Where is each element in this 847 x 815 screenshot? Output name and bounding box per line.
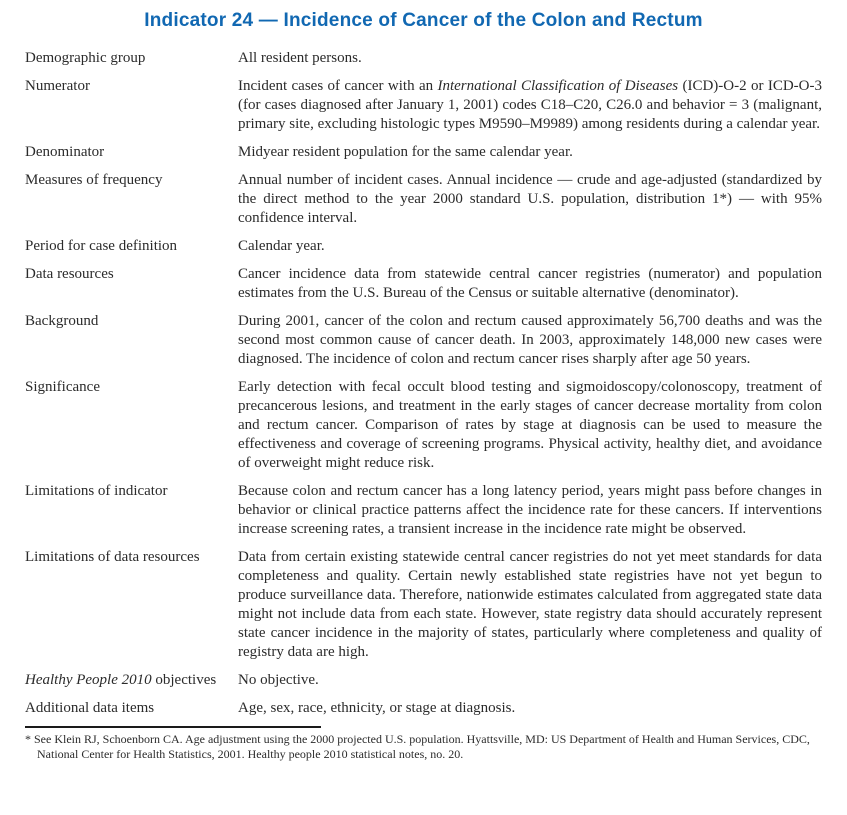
text-segment: Age, sex, race, ethnicity, or stage at diagnosis. (238, 700, 516, 716)
indicator-row (25, 143, 822, 162)
text-segment: Denominator (25, 144, 105, 160)
text-segment: Background (25, 313, 99, 329)
text-segment: Measures of frequency (25, 172, 163, 188)
text-segment: During 2001, cancer of the colon and rectum caused approximately 56,700 deaths and was the second most common cause of cancer death. In 2003, approximately 148,000 new cases were diagnosed. The incidence of colon and rectum cancer rises sharply after age 50 years. (238, 313, 822, 367)
row-label (25, 378, 238, 473)
indicator-row (25, 171, 822, 228)
row-label (25, 312, 238, 369)
indicator-row (25, 671, 822, 690)
text-segment: Annual number of incident cases. Annual incidence — crude and age-adjusted (standardized by the direct method to the year 2000 standard U.S. population, distribution 1*) — with 95% confidence interval. (238, 172, 822, 226)
row-content (238, 548, 822, 662)
row-content (238, 143, 822, 162)
text-segment: Additional data items (25, 700, 155, 716)
text-segment: Limitations of data resources (25, 549, 200, 565)
row-content (238, 699, 822, 718)
row-content (238, 77, 822, 134)
row-label (25, 548, 238, 662)
row-label (25, 237, 238, 256)
indicator-row (25, 548, 822, 662)
text-segment: Numerator (25, 78, 90, 94)
row-label (25, 143, 238, 162)
row-label (25, 699, 238, 718)
row-content (238, 378, 822, 473)
row-content (238, 265, 822, 303)
footnote (25, 732, 822, 762)
text-segment: Midyear resident population for the same calendar year. (238, 144, 573, 160)
text-segment: Early detection with fecal occult blood testing and sigmoidoscopy/colonoscopy, treatment of precancerous lesions, and treatment in the early stages of cancer decrease mortality from colon and rectum cancer. Comparison of rates by stage at diagnosis can be used to measure the effectiveness and coverage of screening programs. Physical activity, healthy diet, and avoidance of overweight might reduce risk. (238, 379, 822, 471)
text-segment: Period for case definition (25, 238, 178, 254)
text-segment: Demographic group (25, 50, 146, 66)
text-segment: No objective. (238, 672, 319, 688)
text-segment: objectives (151, 672, 217, 688)
row-content (238, 171, 822, 228)
text-segment: Significance (25, 379, 100, 395)
indicator-row (25, 378, 822, 473)
text-segment: Healthy People 2010 (25, 672, 152, 688)
row-content (238, 482, 822, 539)
indicator-row (25, 699, 822, 718)
indicator-table (25, 49, 822, 718)
text-segment: (ICD)-O-2 or ICD-O-3 (for cases diagnosed after January 1, 2001) codes C18–C20, C26.0 and behavior = 3 (malignant, primary site, excluding histologic types M9590–M9989) among residents during a calendar year. (238, 78, 823, 132)
indicator-row (25, 77, 822, 134)
row-label (25, 49, 238, 68)
text-segment: Cancer incidence data from statewide central cancer registries (numerator) and population estimates from the U.S. Bureau of the Census or suitable alternative (denominator). (238, 266, 822, 301)
text-segment: Incident cases of cancer with an (238, 78, 438, 94)
text-segment: Calendar year. (238, 238, 325, 254)
text-segment: Data resources (25, 266, 114, 282)
footnote-text: See Klein RJ, Schoenborn CA. Age adjustment using the 2000 projected U.S. population. Hyattsville, MD: US Department of Health and Human Services, CDC, National Center for Health Statistics, 2001. Healthy people 2010 statistical notes, no. 20. (34, 732, 810, 761)
text-segment: All resident persons. (238, 50, 362, 66)
indicator-row (25, 237, 822, 256)
row-label (25, 171, 238, 228)
text-segment: Because colon and rectum cancer has a long latency period, years might pass before changes in behavior or clinical practice patterns affect the incidence rate for these cancers. If interventions increase screening rates, a transient increase in the incidence rate might be observed. (238, 483, 822, 537)
row-label (25, 265, 238, 303)
page-title: Indicator 24 — Incidence of Cancer of the Colon and Rectum (144, 10, 703, 31)
row-content (238, 312, 822, 369)
row-label (25, 482, 238, 539)
text-segment: Data from certain existing statewide central cancer registries do not yet meet standards for data completeness and quality. Certain newly established state registries have not yet begun to produce surveillance data. Therefore, nationwide estimates calculated from aggregated state data might not include data from each state. However, state registry data should accurately represent state cancer incidence in the majority of states, particularly where completeness and quality of registry data are high. (238, 549, 822, 660)
text-segment: Limitations of indicator (25, 483, 168, 499)
indicator-row (25, 482, 822, 539)
row-content (238, 671, 822, 690)
footnote-marker: * (25, 732, 31, 746)
row-label (25, 671, 238, 690)
row-content (238, 49, 822, 68)
indicator-row (25, 265, 822, 303)
indicator-row (25, 49, 822, 68)
indicator-row (25, 312, 822, 369)
row-content (238, 237, 822, 256)
row-label (25, 77, 238, 134)
footnote-divider (25, 726, 321, 728)
text-segment: International Classification of Diseases (437, 78, 679, 94)
